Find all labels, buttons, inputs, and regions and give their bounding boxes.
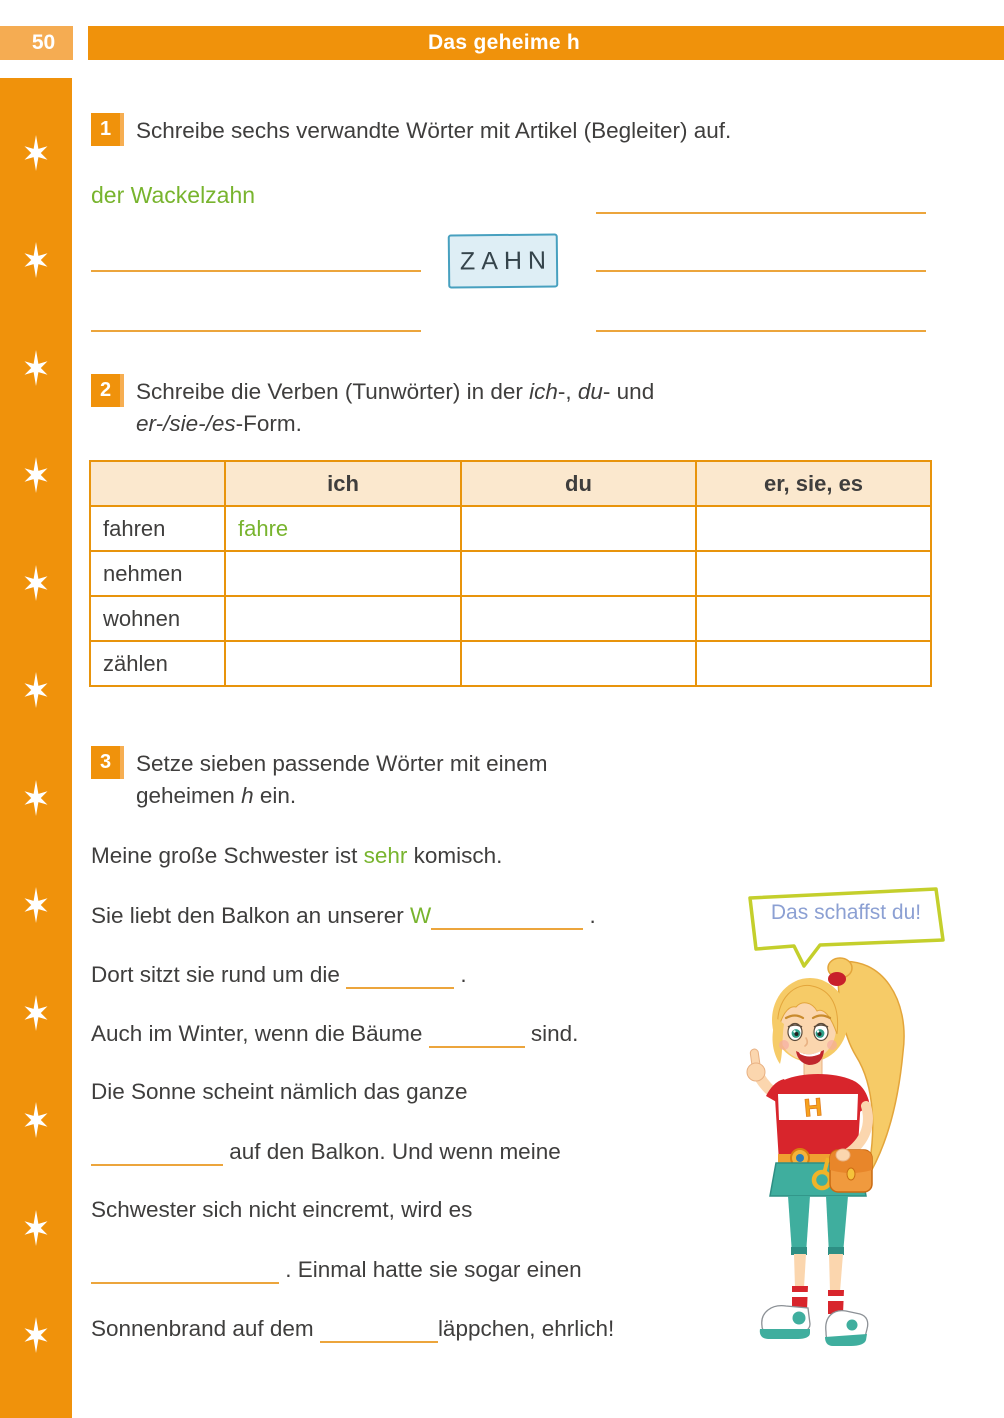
fill-blank[interactable]: [429, 1020, 525, 1048]
fill-blank[interactable]: [431, 902, 583, 930]
table-row: [90, 596, 931, 641]
sentence-9: [91, 1315, 614, 1343]
center-word-box: ZAHN: [448, 233, 559, 288]
answer-word-green: sehr: [363, 843, 408, 868]
speech-bubble-text: Das schaffst du!: [770, 901, 922, 924]
sentence-7: [91, 1197, 472, 1223]
sentence-text: Dort sitzt sie rund um die: [91, 962, 347, 987]
instruction-text: Setze sieben passende Wörter mit einem: [136, 751, 548, 776]
sentence-2: [91, 902, 596, 930]
hair-scrunchie: [828, 972, 846, 986]
page-number: 50: [0, 26, 73, 60]
sentence-6: [91, 1138, 561, 1166]
instruction-text: -Form.: [235, 411, 302, 436]
answer-cell[interactable]: [461, 641, 696, 686]
answer-word-green: W: [409, 903, 432, 928]
instruction-italic: du: [577, 379, 603, 404]
exercise3-number-badge: 3: [91, 746, 124, 779]
sentence-8: [91, 1256, 582, 1284]
girl-character-illustration: [740, 948, 912, 1348]
sentence-text: auf den Balkon. Und wenn meine: [223, 1139, 561, 1164]
answer-cell[interactable]: [696, 551, 931, 596]
verb-cell: fahren: [90, 506, 225, 551]
answer-cell[interactable]: [696, 641, 931, 686]
answer-cell[interactable]: [461, 506, 696, 551]
header-cell-ich: ich: [225, 461, 461, 506]
answer-line[interactable]: [596, 212, 926, 214]
verb-cell: zählen: [90, 641, 225, 686]
sentence-text: Schwester sich nicht eincremt, wird es: [91, 1197, 473, 1222]
sentence-text: .: [583, 903, 596, 928]
table-row: [90, 641, 931, 686]
answer-cell[interactable]: [461, 596, 696, 641]
verb-cell: wohnen: [90, 596, 225, 641]
exercise2-instruction: [136, 376, 936, 440]
answer-cell[interactable]: [696, 506, 931, 551]
fill-blank[interactable]: [91, 1256, 279, 1284]
sentence-text: komisch.: [407, 843, 503, 868]
sentence-text: Meine große Schwester ist: [91, 843, 364, 868]
answer-line[interactable]: [596, 330, 926, 332]
answer-cell[interactable]: [461, 551, 696, 596]
sidebar-decoration: [0, 78, 72, 1418]
verb-cell: nehmen: [90, 551, 225, 596]
sentence-text: . Einmal hatte sie sogar einen: [279, 1257, 582, 1282]
sentence-3: [91, 961, 467, 989]
leggings: [788, 1196, 810, 1254]
sentence-text: Sonnenbrand auf dem: [91, 1316, 320, 1341]
star-icon: [16, 133, 56, 1418]
sentence-4: [91, 1020, 578, 1048]
verb-table: [89, 460, 932, 687]
instruction-italic: h: [241, 783, 254, 808]
instruction-text: -,: [557, 379, 578, 404]
page-title: Das geheime h: [88, 26, 1004, 60]
shirt-letter: H: [802, 1093, 824, 1123]
fill-blank[interactable]: [91, 1138, 223, 1166]
answer-line[interactable]: [91, 330, 421, 332]
sentence-5: [91, 1079, 467, 1105]
sentence-text: sind.: [524, 1021, 579, 1046]
answer-cell[interactable]: fahre: [225, 506, 461, 551]
answer-cell[interactable]: [225, 551, 461, 596]
answer-cell[interactable]: [696, 596, 931, 641]
table-row: [90, 551, 931, 596]
header-cell-empty: [90, 461, 225, 506]
instruction-text: Schreibe die Verben (Tunwörter) in der: [136, 379, 530, 404]
fill-blank[interactable]: [320, 1315, 438, 1343]
instruction-text: geheimen: [136, 783, 242, 808]
answer-cell[interactable]: [225, 641, 461, 686]
header-cell-du: du: [461, 461, 696, 506]
table-row: [90, 506, 931, 551]
instruction-italic: er-/sie-/es: [136, 411, 236, 436]
sentence-text: .: [454, 962, 467, 987]
sentence-text: Auch im Winter, wenn die Bäume: [91, 1021, 429, 1046]
sentence-text: Die Sonne scheint nämlich das ganze: [91, 1079, 468, 1104]
instruction-italic: ich: [529, 379, 558, 404]
fill-blank[interactable]: [346, 961, 454, 989]
exercise1-number-badge: 1: [91, 113, 124, 146]
sentence-text: läppchen, ehrlich!: [437, 1316, 615, 1341]
sentence-text: Sie liebt den Balkon an unserer: [91, 903, 410, 928]
table-header-row: [90, 461, 931, 506]
exercise1-example-answer: der Wackelzahn: [91, 182, 256, 208]
instruction-text: ein.: [253, 783, 297, 808]
answer-cell[interactable]: [225, 596, 461, 641]
sentence-1: [91, 843, 502, 869]
answer-line[interactable]: [91, 270, 421, 272]
header-cell-er-sie-es: er, sie, es: [696, 461, 931, 506]
answer-line[interactable]: [596, 270, 926, 272]
instruction-text: - und: [602, 379, 655, 404]
exercise3-instruction: [136, 748, 836, 812]
exercise2-number-badge: 2: [91, 374, 124, 407]
exercise1-instruction: Schreibe sechs verwandte Wörter mit Artikel (Begleiter) auf.: [136, 118, 732, 143]
